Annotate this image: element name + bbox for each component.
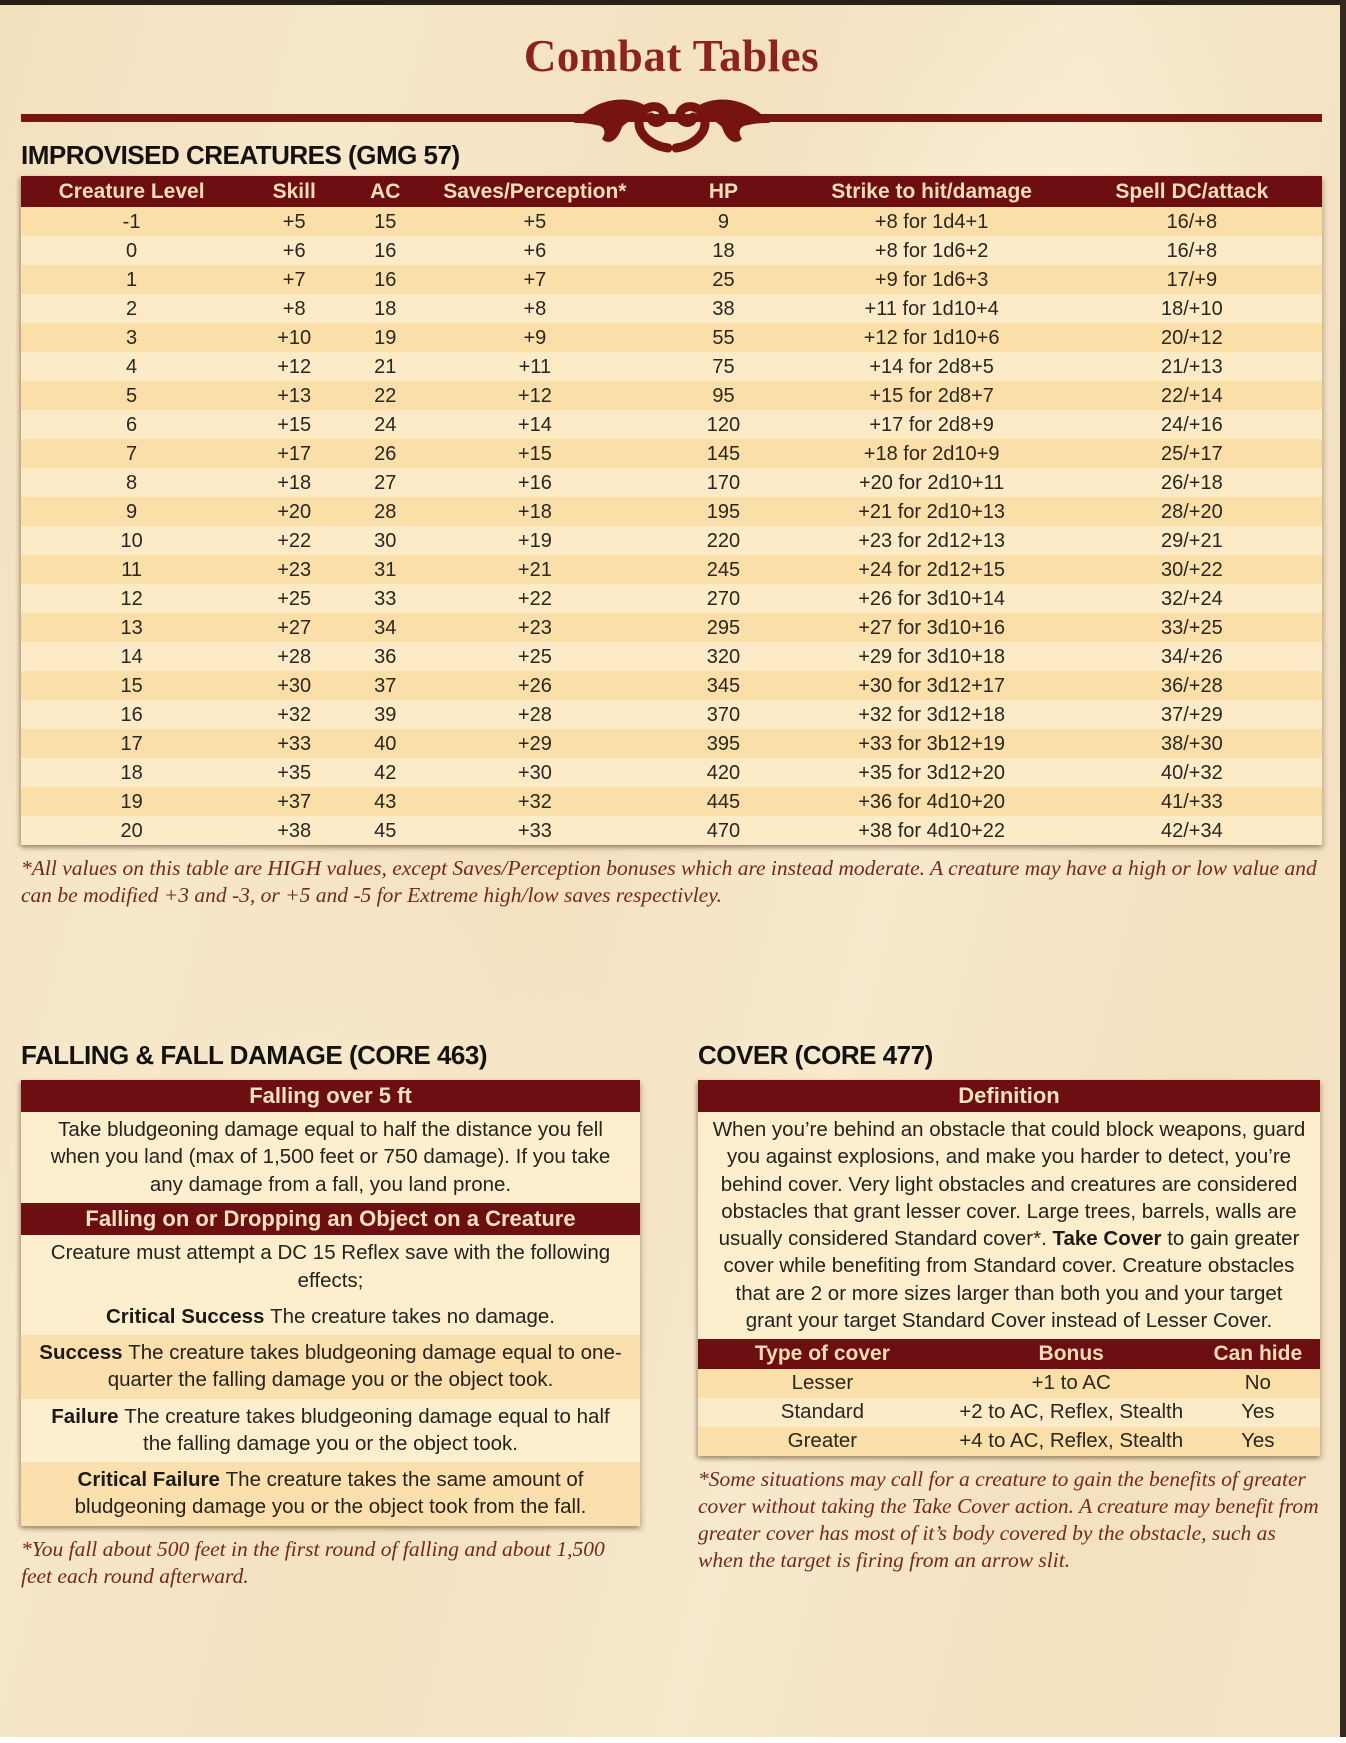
table-cell: +28 xyxy=(242,642,346,671)
column-header: HP xyxy=(645,176,801,207)
column-header: Strike to hit/damage xyxy=(802,176,1062,207)
table-cell: 18 xyxy=(346,294,424,323)
table-cell: 37 xyxy=(346,671,424,700)
table-cell: 16 xyxy=(21,700,242,729)
cover-footnote: *Some situations may call for a creature to gain the benefits of greater cover without taking the Take Cover action. A creature may benefit from greater cover has most of it’s body covered by the obstacle, such as when the target is firing from an arrow slit. xyxy=(698,1467,1319,1573)
table-cell: 37/+29 xyxy=(1062,700,1322,729)
table-cell: +29 xyxy=(424,729,645,758)
table-cell: +10 xyxy=(242,323,346,352)
column-header: Saves/Perception* xyxy=(424,176,645,207)
table-row xyxy=(21,700,1322,729)
table-cell: 45 xyxy=(346,816,424,845)
table-cell: +25 xyxy=(242,584,346,613)
table-cell: Yes xyxy=(1196,1398,1320,1427)
table-cell: +8 for 1d4+1 xyxy=(802,207,1062,236)
definition-bold-text: Take Cover xyxy=(1052,1227,1162,1251)
table-cell: 26/+18 xyxy=(1062,468,1322,497)
table-cell: +26 for 3d10+14 xyxy=(802,584,1062,613)
table-cell: +27 for 3d10+16 xyxy=(802,613,1062,642)
improvised-heading: IMPROVISED CREATURES (GMG 57) xyxy=(21,139,460,170)
rule-band: Critical Success The creature takes no damage. xyxy=(21,1299,640,1335)
table-row xyxy=(21,642,1322,671)
table-cell: 28 xyxy=(346,497,424,526)
rule-lead: Success xyxy=(39,1341,129,1365)
table-cell: 7 xyxy=(21,439,242,468)
rule-lead: Critical Failure xyxy=(77,1468,226,1492)
table-cell: 40 xyxy=(346,729,424,758)
table-cell: +16 xyxy=(424,468,645,497)
table-row xyxy=(21,526,1322,555)
table-cell: 295 xyxy=(645,613,801,642)
table-cell: +32 xyxy=(424,787,645,816)
table-row xyxy=(21,584,1322,613)
table-cell: 55 xyxy=(645,323,801,352)
table-cell: 16 xyxy=(346,236,424,265)
column-header: Bonus xyxy=(947,1339,1196,1369)
cover-section xyxy=(698,1041,1320,1574)
table-row xyxy=(21,787,1322,816)
table-cell: +33 xyxy=(242,729,346,758)
table-cell: 16 xyxy=(346,265,424,294)
table-cell: +8 xyxy=(242,294,346,323)
table-cell: +37 xyxy=(242,787,346,816)
table-cell: +29 for 3d10+18 xyxy=(802,642,1062,671)
table-cell: 0 xyxy=(21,236,242,265)
table-cell: +26 xyxy=(424,671,645,700)
table-cell: Standard xyxy=(698,1398,947,1427)
table-cell: +35 xyxy=(242,758,346,787)
table-cell: 16/+8 xyxy=(1062,236,1322,265)
table-cell: +15 xyxy=(242,410,346,439)
table-cell: Lesser xyxy=(698,1369,947,1398)
table-cell: 34 xyxy=(346,613,424,642)
table-cell: +11 xyxy=(424,352,645,381)
table-row xyxy=(21,236,1322,265)
falling-heading: FALLING & FALL DAMAGE (CORE 463) xyxy=(21,1040,487,1071)
table-cell: 75 xyxy=(645,352,801,381)
definition-segment: When you’re behind an obstacle that could block weapons, guard you against explosions, and make you harder to detect, you’re behind cover. Very light obstacles and creatures are considered obstacles that grant lesser cover. Large trees, barrels, walls are usually considered Standard cover*. xyxy=(712,1118,1306,1251)
table-cell: +15 xyxy=(424,439,645,468)
table-cell: 40/+32 xyxy=(1062,758,1322,787)
table-cell: +15 for 2d8+7 xyxy=(802,381,1062,410)
rule-band: Take bludgeoning damage equal to half the distance you fell when you land (max of 1,500 feet or 750 damage). If you take any damage from a fall, you land prone. xyxy=(21,1112,640,1203)
table-cell: 13 xyxy=(21,613,242,642)
table-cell: 11 xyxy=(21,555,242,584)
cover-heading: COVER (CORE 477) xyxy=(698,1040,933,1071)
table-cell: 42 xyxy=(346,758,424,787)
table-cell: +12 xyxy=(424,381,645,410)
improvised-footnote: *All values on this table are HIGH values, except Saves/Perception bonuses which are instead moderate. A creature may have a high or low value and can be modified +3 and -3, or +5 and -5 for Extreme high/low saves respectivley. xyxy=(21,856,1317,908)
table-cell: 170 xyxy=(645,468,801,497)
table-cell: +30 for 3d12+17 xyxy=(802,671,1062,700)
table-cell: 24 xyxy=(346,410,424,439)
table-cell: 22 xyxy=(346,381,424,410)
table-cell: +8 for 1d6+2 xyxy=(802,236,1062,265)
table-cell: 32/+24 xyxy=(1062,584,1322,613)
column-header: Creature Level xyxy=(21,176,242,207)
subtable-header-bar: Falling over 5 ft xyxy=(21,1080,640,1112)
table-cell: +32 xyxy=(242,700,346,729)
table-row xyxy=(21,816,1322,845)
table-cell: 27 xyxy=(346,468,424,497)
table-row xyxy=(21,207,1322,236)
table-cell: +21 for 2d10+13 xyxy=(802,497,1062,526)
improvised-table-body xyxy=(21,207,1322,845)
table-cell: 28/+20 xyxy=(1062,497,1322,526)
table-cell: No xyxy=(1196,1369,1320,1398)
column-header: Type of cover xyxy=(698,1339,947,1369)
table-cell: +13 xyxy=(242,381,346,410)
table-cell: 25 xyxy=(645,265,801,294)
table-cell: +14 xyxy=(424,410,645,439)
table-cell: +17 xyxy=(242,439,346,468)
table-cell: +38 for 4d10+22 xyxy=(802,816,1062,845)
table-cell: 2 xyxy=(21,294,242,323)
table-cell: 18/+10 xyxy=(1062,294,1322,323)
table-cell: +8 xyxy=(424,294,645,323)
table-row xyxy=(21,265,1322,294)
table-row xyxy=(21,613,1322,642)
table-cell: +6 xyxy=(424,236,645,265)
table-row xyxy=(21,758,1322,787)
table-cell: 445 xyxy=(645,787,801,816)
table-cell: +11 for 1d10+4 xyxy=(802,294,1062,323)
table-cell: 18 xyxy=(645,236,801,265)
rule-band: Critical Failure The creature takes the same amount of bludgeoning damage you or the object took from the fall. xyxy=(21,1462,640,1526)
rule-band: Creature must attempt a DC 15 Reflex save with the following effects; xyxy=(21,1235,640,1299)
table-cell: +35 for 3d12+20 xyxy=(802,758,1062,787)
table-cell: 420 xyxy=(645,758,801,787)
table-cell: 5 xyxy=(21,381,242,410)
table-cell: 20/+12 xyxy=(1062,323,1322,352)
table-cell: 195 xyxy=(645,497,801,526)
table-cell: +33 xyxy=(424,816,645,845)
table-cell: +22 xyxy=(424,584,645,613)
table-row xyxy=(21,410,1322,439)
table-cell: +18 xyxy=(424,497,645,526)
table-cell: +9 for 1d6+3 xyxy=(802,265,1062,294)
table-cell: 3 xyxy=(21,323,242,352)
table-cell: 36/+28 xyxy=(1062,671,1322,700)
rule-lead: Critical Success xyxy=(106,1304,271,1328)
table-cell: 43 xyxy=(346,787,424,816)
table-row xyxy=(21,352,1322,381)
column-header: Can hide xyxy=(1196,1339,1320,1369)
table-cell: 10 xyxy=(21,526,242,555)
rule-band: Success The creature takes bludgeoning damage equal to one-quarter the falling damage you or the object took. xyxy=(21,1335,640,1399)
table-cell: 29/+21 xyxy=(1062,526,1322,555)
page-title: Combat Tables xyxy=(523,31,820,81)
rule-band: Failure The creature takes bludgeoning damage equal to half the falling damage you or the object took. xyxy=(21,1399,640,1463)
table-cell: Greater xyxy=(698,1427,947,1456)
table-cell: 39 xyxy=(346,700,424,729)
table-cell: 36 xyxy=(346,642,424,671)
rule-lead: Failure xyxy=(51,1404,125,1428)
table-cell: +4 to AC, Reflex, Stealth xyxy=(947,1427,1196,1456)
table-cell: 24/+16 xyxy=(1062,410,1322,439)
section-divider xyxy=(21,114,1322,122)
table-cell: 25/+17 xyxy=(1062,439,1322,468)
table-cell: +33 for 3b12+19 xyxy=(802,729,1062,758)
table-row xyxy=(21,439,1322,468)
divider-flourish-icon xyxy=(568,82,776,164)
table-cell: 17/+9 xyxy=(1062,265,1322,294)
table-cell: +36 for 4d10+20 xyxy=(802,787,1062,816)
table-cell: +14 for 2d8+5 xyxy=(802,352,1062,381)
table-row xyxy=(21,671,1322,700)
table-cell: Yes xyxy=(1196,1427,1320,1456)
table-cell: +5 xyxy=(242,207,346,236)
table-cell: 33 xyxy=(346,584,424,613)
table-cell: 41/+33 xyxy=(1062,787,1322,816)
table-cell: 18 xyxy=(21,758,242,787)
table-cell: 470 xyxy=(645,816,801,845)
column-header: Skill xyxy=(242,176,346,207)
definition-header-bar: Definition xyxy=(698,1080,1320,1112)
table-row xyxy=(21,555,1322,584)
table-cell: +2 to AC, Reflex, Stealth xyxy=(947,1398,1196,1427)
cover-definition-text xyxy=(698,1112,1320,1339)
falling-footnote: *You fall about 500 feet in the first round of falling and about 1,500 feet each round afterward. xyxy=(21,1536,605,1588)
table-cell: 320 xyxy=(645,642,801,671)
table-cell: 245 xyxy=(645,555,801,584)
table-cell: 20 xyxy=(21,816,242,845)
table-cell: +25 xyxy=(424,642,645,671)
table-cell: +19 xyxy=(424,526,645,555)
table-cell: +20 for 2d10+11 xyxy=(802,468,1062,497)
table-cell: 21/+13 xyxy=(1062,352,1322,381)
table-row xyxy=(21,468,1322,497)
table-cell: +23 xyxy=(242,555,346,584)
edge-bottom-strip xyxy=(0,1737,1346,1743)
column-header: Spell DC/attack xyxy=(1062,176,1322,207)
table-cell: +23 xyxy=(424,613,645,642)
lower-columns xyxy=(21,1041,1322,1589)
table-cell: 38/+30 xyxy=(1062,729,1322,758)
table-cell: 21 xyxy=(346,352,424,381)
table-cell: 95 xyxy=(645,381,801,410)
table-cell: +18 for 2d10+9 xyxy=(802,439,1062,468)
table-cell: +1 to AC xyxy=(947,1369,1196,1398)
improvised-section xyxy=(21,141,1322,910)
table-cell: 9 xyxy=(21,497,242,526)
falling-blocks xyxy=(21,1080,640,1526)
table-cell: +7 xyxy=(242,265,346,294)
column-header: AC xyxy=(346,176,424,207)
table-row xyxy=(21,381,1322,410)
table-cell: 26 xyxy=(346,439,424,468)
table-cell: 34/+26 xyxy=(1062,642,1322,671)
table-cell: +12 for 1d10+6 xyxy=(802,323,1062,352)
table-cell: +22 xyxy=(242,526,346,555)
table-cell: 15 xyxy=(346,207,424,236)
table-cell: +5 xyxy=(424,207,645,236)
cover-table-body xyxy=(698,1369,1320,1456)
table-cell: +24 for 2d12+15 xyxy=(802,555,1062,584)
table-cell: 14 xyxy=(21,642,242,671)
table-cell: +20 xyxy=(242,497,346,526)
table-cell: 38 xyxy=(645,294,801,323)
table-cell: 345 xyxy=(645,671,801,700)
table-cell: 15 xyxy=(21,671,242,700)
table-cell: +17 for 2d8+9 xyxy=(802,410,1062,439)
table-cell: 395 xyxy=(645,729,801,758)
table-cell: 220 xyxy=(645,526,801,555)
table-cell: 17 xyxy=(21,729,242,758)
table-cell: 12 xyxy=(21,584,242,613)
table-row xyxy=(698,1369,1320,1398)
table-cell: +21 xyxy=(424,555,645,584)
definition-segment: to gain greater cover while benefiting from Standard cover. Creature obstacles that are 2 or more sizes larger than both you and your target grant your target Standard Cover instead of Lesser Cover. xyxy=(723,1227,1300,1332)
table-cell: +6 xyxy=(242,236,346,265)
cover-table xyxy=(698,1339,1320,1456)
table-cell: 270 xyxy=(645,584,801,613)
table-cell: 370 xyxy=(645,700,801,729)
table-cell: +30 xyxy=(424,758,645,787)
table-cell: +23 for 2d12+13 xyxy=(802,526,1062,555)
table-cell: 9 xyxy=(645,207,801,236)
table-cell: -1 xyxy=(21,207,242,236)
table-cell: +38 xyxy=(242,816,346,845)
table-cell: 22/+14 xyxy=(1062,381,1322,410)
subtable-header-bar: Falling on or Dropping an Object on a Creature xyxy=(21,1203,640,1235)
table-cell: 16/+8 xyxy=(1062,207,1322,236)
table-row xyxy=(698,1398,1320,1427)
table-cell: +7 xyxy=(424,265,645,294)
table-row xyxy=(698,1427,1320,1456)
table-cell: +12 xyxy=(242,352,346,381)
table-cell: 1 xyxy=(21,265,242,294)
table-cell: 30/+22 xyxy=(1062,555,1322,584)
table-row xyxy=(21,497,1322,526)
table-cell: 31 xyxy=(346,555,424,584)
cover-header-row xyxy=(698,1339,1320,1369)
table-cell: +27 xyxy=(242,613,346,642)
table-cell: +32 for 3d12+18 xyxy=(802,700,1062,729)
table-cell: 4 xyxy=(21,352,242,381)
table-cell: +28 xyxy=(424,700,645,729)
cover-panel xyxy=(698,1080,1320,1456)
improvised-table xyxy=(21,176,1322,845)
table-row xyxy=(21,294,1322,323)
improvised-header-row xyxy=(21,176,1322,207)
table-row xyxy=(21,729,1322,758)
table-row xyxy=(21,323,1322,352)
table-cell: 33/+25 xyxy=(1062,613,1322,642)
table-cell: 120 xyxy=(645,410,801,439)
table-cell: 19 xyxy=(21,787,242,816)
table-cell: +9 xyxy=(424,323,645,352)
table-cell: 8 xyxy=(21,468,242,497)
table-cell: 30 xyxy=(346,526,424,555)
table-cell: 19 xyxy=(346,323,424,352)
table-cell: +30 xyxy=(242,671,346,700)
table-cell: 42/+34 xyxy=(1062,816,1322,845)
table-cell: 145 xyxy=(645,439,801,468)
table-cell: +18 xyxy=(242,468,346,497)
table-cell: 6 xyxy=(21,410,242,439)
falling-section xyxy=(21,1041,640,1589)
